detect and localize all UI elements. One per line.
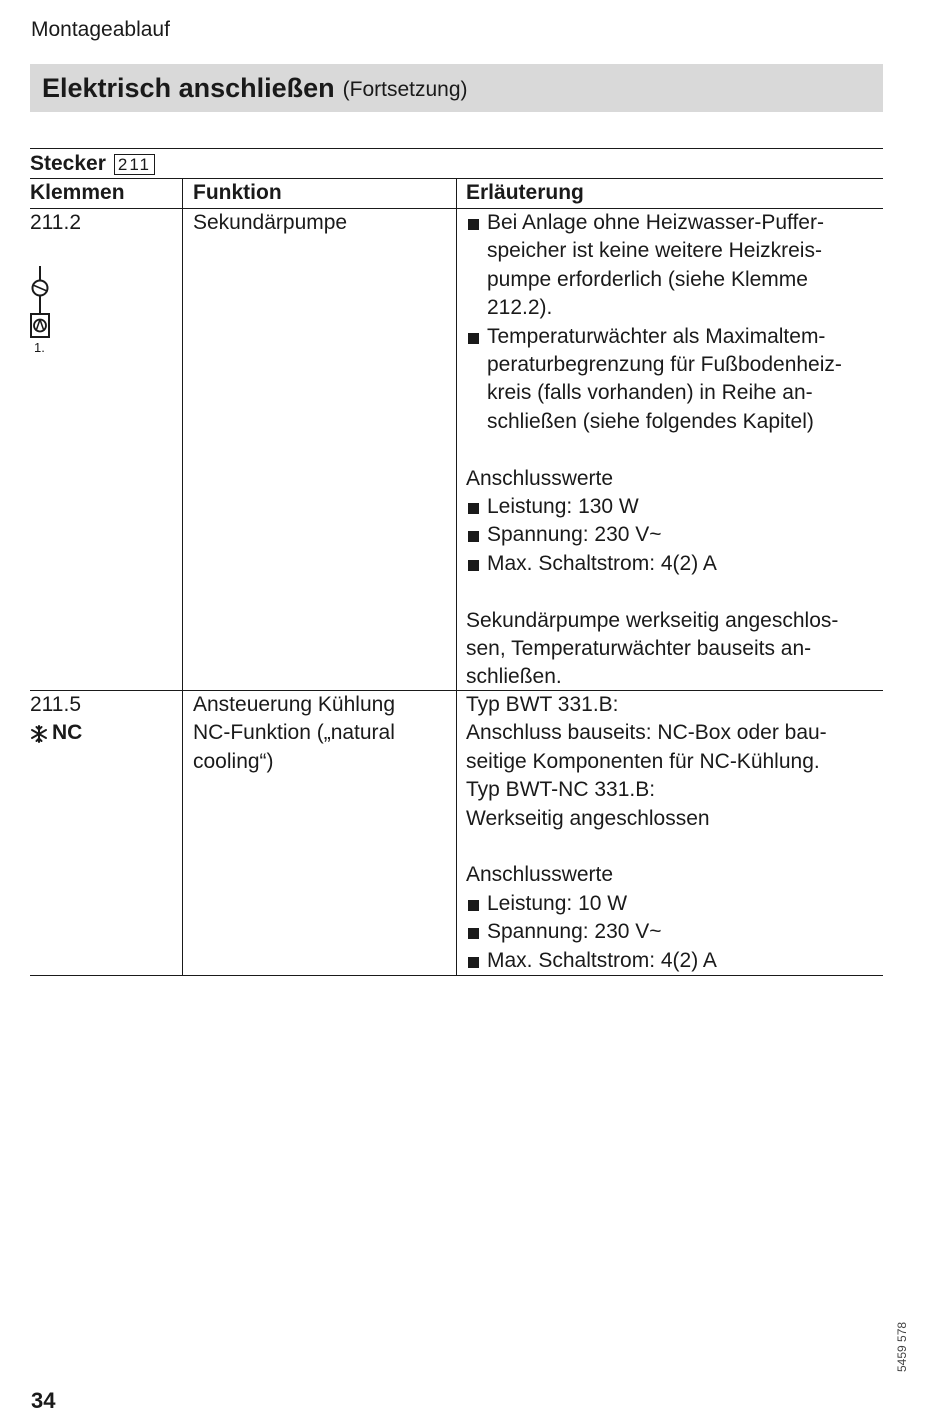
- list-item: Max. Schaltstrom: 4(2) A: [466, 550, 880, 578]
- row2-klemme-number: 211.5: [30, 693, 81, 716]
- table-rule-top: [30, 148, 883, 149]
- table-col-divider-1: [182, 178, 183, 975]
- list-item: Max. Schaltstrom: 4(2) A: [466, 947, 880, 975]
- plug-label: Stecker: [30, 152, 106, 175]
- running-head: Montageablauf: [31, 18, 170, 41]
- list-item: Bei Anlage ohne Heizwasser-Puffer- speicher ist keine weitere Heizkreis- pumpe erforderlich (siehe Klemme 212.2).: [466, 209, 880, 323]
- snowflake-icon: [30, 725, 48, 743]
- plug-number-box: 211: [114, 154, 155, 175]
- list-item: Leistung: 10 W: [466, 890, 880, 918]
- row2-line-3: Typ BWT-NC 331.B:: [466, 778, 656, 802]
- list-item: Temperaturwächter als Maximaltem- peraturbegrenzung für Fußbodenheiz- kreis (falls vorhanden) in Reihe an- schließen (siehe folgendes Kapitel): [466, 323, 880, 437]
- row2-values-list: [466, 890, 880, 975]
- document-number: 5459 578: [895, 1321, 909, 1372]
- page-number: 34: [31, 1388, 56, 1413]
- row2-line-2: Anschluss bauseits: NC-Box oder bau- seitige Komponenten für NC-Kühlung.: [466, 721, 827, 773]
- list-item: Leistung: 130 W: [466, 493, 880, 521]
- col-header-erlaeuterung: Erläuterung: [466, 181, 584, 204]
- pump-icon: [30, 266, 52, 340]
- table-col-divider-2: [456, 178, 457, 975]
- row1-note: Sekundärpumpe werkseitig angeschlos- sen, Temperaturwächter bauseits an- schließen.: [466, 608, 839, 689]
- pump-icon-caption: 1.: [34, 340, 45, 355]
- row2-funktion: Ansteuerung Kühlung NC-Funktion („natural cooling“): [193, 693, 395, 773]
- section-subtitle: (Fortsetzung): [342, 78, 468, 101]
- row2-values-heading: Anschlusswerte: [466, 863, 614, 887]
- row2-line-4: Werkseitig angeschlossen: [466, 806, 710, 830]
- row1-klemme: 211.2: [30, 211, 81, 234]
- row2-klemme: [30, 691, 82, 748]
- col-header-klemmen: Klemmen: [30, 181, 125, 204]
- list-item: Spannung: 230 V~: [466, 918, 880, 946]
- row1-funktion: Sekundärpumpe: [193, 211, 348, 234]
- row2-erlaeuterung: [466, 691, 880, 975]
- row2-line-1: Typ BWT 331.B:: [466, 693, 619, 716]
- plug-row: [30, 150, 155, 178]
- row2-klemme-nc: [30, 719, 82, 747]
- row1-notes-list: [466, 209, 880, 436]
- row1-erlaeuterung: [466, 209, 880, 692]
- section-title: Elektrisch anschließen: [42, 72, 335, 103]
- list-item: Spannung: 230 V~: [466, 521, 880, 549]
- section-title-bar: [30, 64, 883, 112]
- row1-values-heading: Anschlusswerte: [466, 466, 614, 490]
- col-header-funktion: Funktion: [193, 181, 282, 204]
- nc-label: NC: [52, 721, 83, 745]
- row1-values-list: [466, 493, 880, 578]
- table-rule-bottom: [30, 975, 883, 976]
